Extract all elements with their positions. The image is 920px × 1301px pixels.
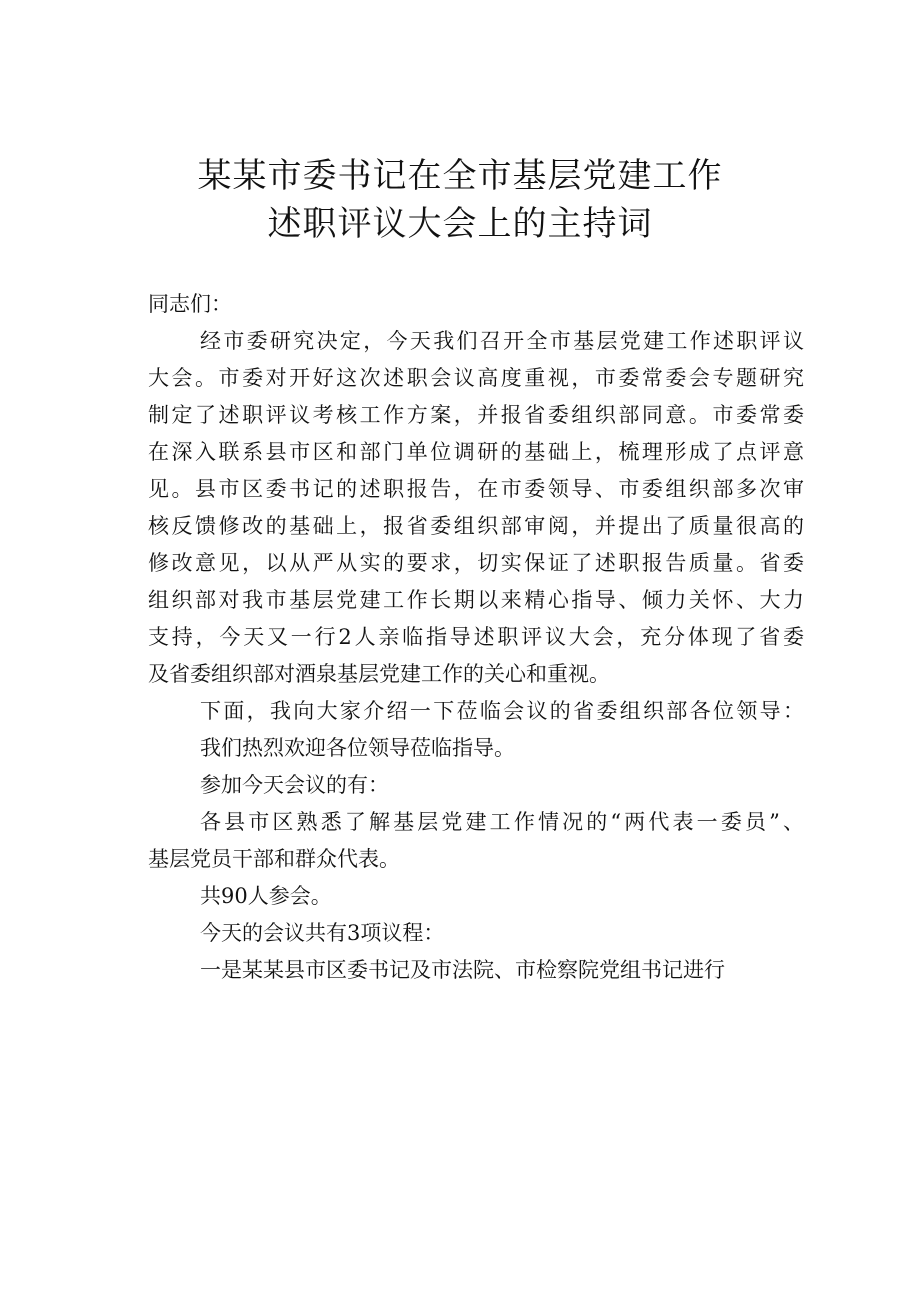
paragraph-line: 下面，我向大家介绍一下莅临会议的省委组织部各位领导： bbox=[200, 699, 804, 723]
document-body bbox=[148, 286, 804, 989]
salutation: 同志们： bbox=[148, 292, 232, 316]
paragraph-line: 大会。市委对开好这次述职会议高度重视，市委常委会专题研究 bbox=[148, 366, 804, 390]
paragraph-line: 经市委研究决定，今天我们召开全市基层党建工作述职评议 bbox=[200, 329, 804, 353]
paragraph-line: 一是某某县市区委书记及市法院、市检察院党组书记进行 bbox=[200, 958, 725, 982]
paragraph-line: 基层党员干部和群众代表。 bbox=[148, 847, 400, 871]
title-line-1: 某某市委书记在全市基层党建工作 bbox=[197, 156, 723, 196]
title-line-2: 述职评议大会上的主持词 bbox=[267, 204, 653, 244]
paragraph-line: 制定了述职评议考核工作方案，并报省委组织部同意。市委常委 bbox=[148, 403, 804, 427]
paragraph-line: 组织部对我市基层党建工作长期以来精心指导、倾力关怀、大力 bbox=[148, 588, 804, 612]
paragraph-line: 见。县市区委书记的述职报告，在市委领导、市委组织部多次审 bbox=[148, 477, 804, 501]
paragraph-line: 修改意见，以从严从实的要求，切实保证了述职报告质量。省委 bbox=[148, 551, 804, 575]
paragraph-line: 核反馈修改的基础上，报省委组织部审阅，并提出了质量很高的 bbox=[148, 514, 804, 538]
paragraph-line: 在深入联系县市区和部门单位调研的基础上，梳理形成了点评意 bbox=[148, 440, 804, 464]
paragraph-line: 及省委组织部对酒泉基层党建工作的关心和重视。 bbox=[148, 662, 610, 686]
paragraph-line: 我们热烈欢迎各位领导莅临指导。 bbox=[200, 736, 515, 760]
paragraph-line: 各县市区熟悉了解基层党建工作情况的“两代表一委员”、 bbox=[200, 810, 804, 834]
paragraph-line: 今天的会议共有3项议程： bbox=[200, 921, 445, 945]
paragraph-line: 共90人参会。 bbox=[200, 884, 332, 908]
paragraph-line: 支持，今天又一行2人亲临指导述职评议大会，充分体现了省委 bbox=[148, 625, 804, 649]
paragraph-line: 参加今天会议的有： bbox=[200, 773, 389, 797]
document-title bbox=[0, 152, 920, 248]
